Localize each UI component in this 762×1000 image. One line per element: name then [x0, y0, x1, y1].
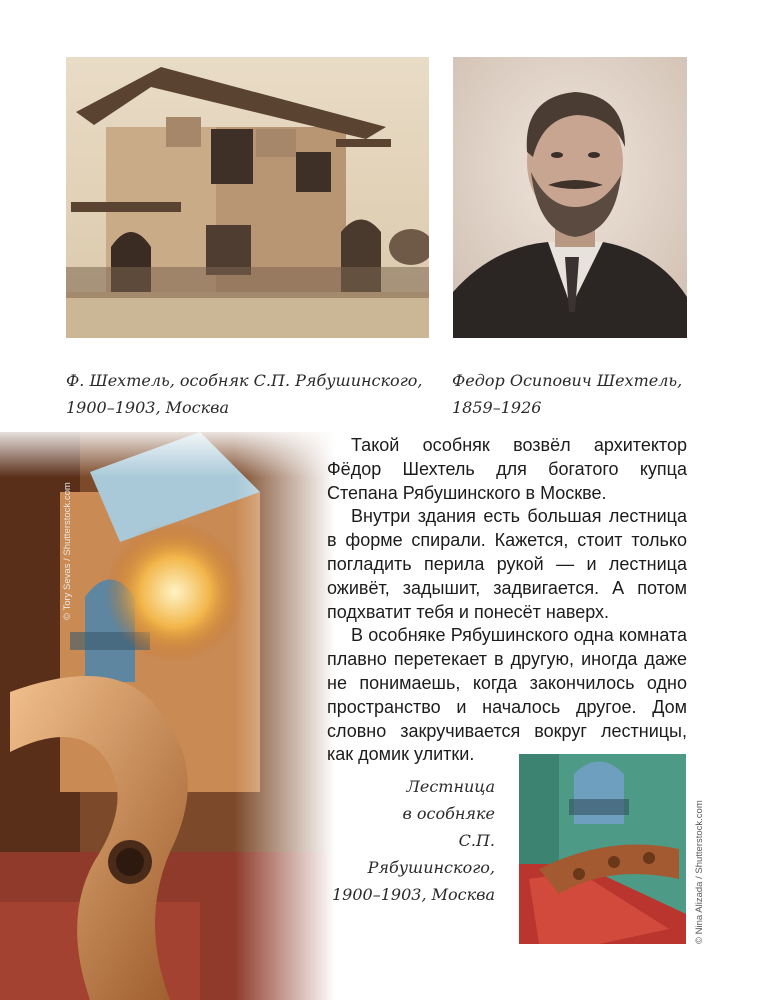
mansion-caption: Ф. Шехтель, особняк С.П. Рябушинского, 1900–1903, Москва	[66, 371, 423, 417]
paragraph: В особняке Рябушинского одна комната плавно перетекает в другую, иногда даже не понимаешь, когда закончилось одно пространство и началось другое. Дом словно закручивается вокруг лестницы, как домик улитки.	[327, 625, 687, 765]
staircase-large-credit: © Tory Sevas / Shutterstock.com	[62, 482, 73, 620]
staircase-small-photo	[519, 754, 686, 944]
staircase-small-credit: © Nina Alizada / Shutterstock.com	[694, 800, 705, 944]
body-text	[327, 434, 687, 767]
paragraph: Такой особняк возвёл архитектор Фёдор Шехтель для богатого купца Степана Рябушинского в Москве.	[327, 435, 687, 503]
staircase-large-photo	[0, 432, 335, 1000]
portrait-photo	[453, 57, 687, 338]
staircase-caption: Лестница в особняке С.П. Рябушинского, 1900–1903, Москва	[332, 777, 495, 904]
paragraph: Внутри здания есть большая лестница в форме спирали. Кажется, стоит только погладить перила рукой — и лестница оживёт, задышит, задвигается. А потом подхватит тебя и понесёт наверх.	[327, 506, 687, 622]
mansion-photo	[66, 57, 429, 338]
portrait-caption: Федор Осипович Шехтель, 1859–1926	[452, 371, 683, 417]
